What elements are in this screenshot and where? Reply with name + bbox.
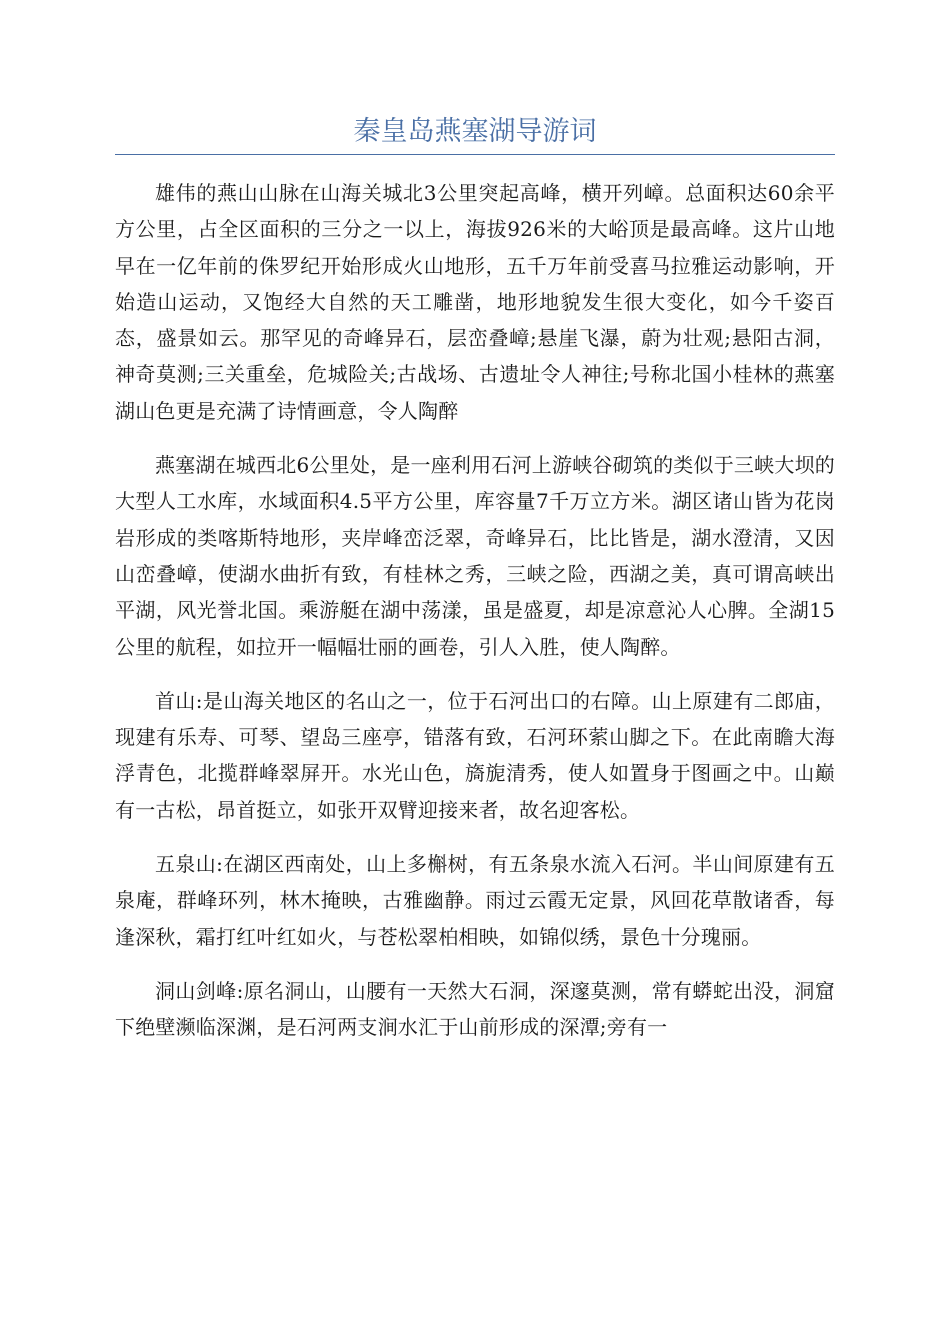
paragraph-yansai-lake: 燕塞湖在城西北6公里处，是一座利用石河上游峡谷砌筑的类似于三峡大坝的大型人工水库，水域面积4.5平方公里，库容量7千万立方米。湖区诸山皆为花岗岩形成的类喀斯特地形，夹岸峰峦泛翠，奇峰异石，比比皆是，湖水澄清，又因山峦叠嶂，使湖水曲折有致，有桂林之秀，三峡之险，西湖之美，真可谓高峡出平湖，风光誉北国。乘游艇在湖中荡漾，虽是盛夏，却是凉意沁人心脾。全湖15公里的航程，如拉开一幅幅壮丽的画卷，引人入胜，使人陶醉。 (115, 453, 835, 659)
title-underline (115, 154, 835, 155)
document-title: 秦皇岛燕塞湖导游词 (353, 116, 597, 147)
paragraph-intro: 雄伟的燕山山脉在山海关城北3公里突起高峰，横开列嶂。总面积达60余平方公里，占全区面积的三分之一以上，海拔926米的大峪顶是最高峰。这片山地早在一亿年前的侏罗纪开始形成火山地形，五千万年前受喜马拉雅运动影响，开始造山运动，又饱经大自然的天工雕凿，地形地貌发生很大变化，如今千姿百态，盛景如云。那罕见的奇峰异石，层峦叠嶂;悬崖飞瀑，蔚为壮观;悬阳古洞，神奇莫测;三关重垒，危城险关;古战场、古遗址令人神往;号称北国小桂林的燕塞湖山色更是充满了诗情画意，令人陶醉 (115, 181, 835, 423)
paragraph-dongshan-jianfeng: 洞山剑峰:原名洞山，山腰有一天然大石洞，深邃莫测，常有蟒蛇出没，洞窟下绝壁濒临深渊，是石河两支涧水汇于山前形成的深潭;旁有一 (115, 978, 835, 1040)
paragraph-wuquanshan: 五泉山:在湖区西南处，山上多槲树，有五条泉水流入石河。半山间原建有五泉庵，群峰环列，林木掩映，古雅幽静。雨过云霞无定景，风回花草散诸香，每逢深秋，霜打红叶红如火，与苍松翠柏相映，如锦似绣，景色十分瑰丽。 (115, 852, 835, 949)
document-body (115, 175, 835, 1064)
paragraph-shoushan: 首山:是山海关地区的名山之一，位于石河出口的右障。山上原建有二郎庙，现建有乐寿、可琴、望岛三座亭，错落有致，石河环萦山脚之下。在此南瞻大海浮青色，北揽群峰翠屏开。水光山色，旖旎清秀，使人如置身于图画之中。山巅有一古松，昂首挺立，如张开双臂迎接来者，故名迎客松。 (115, 688, 835, 822)
